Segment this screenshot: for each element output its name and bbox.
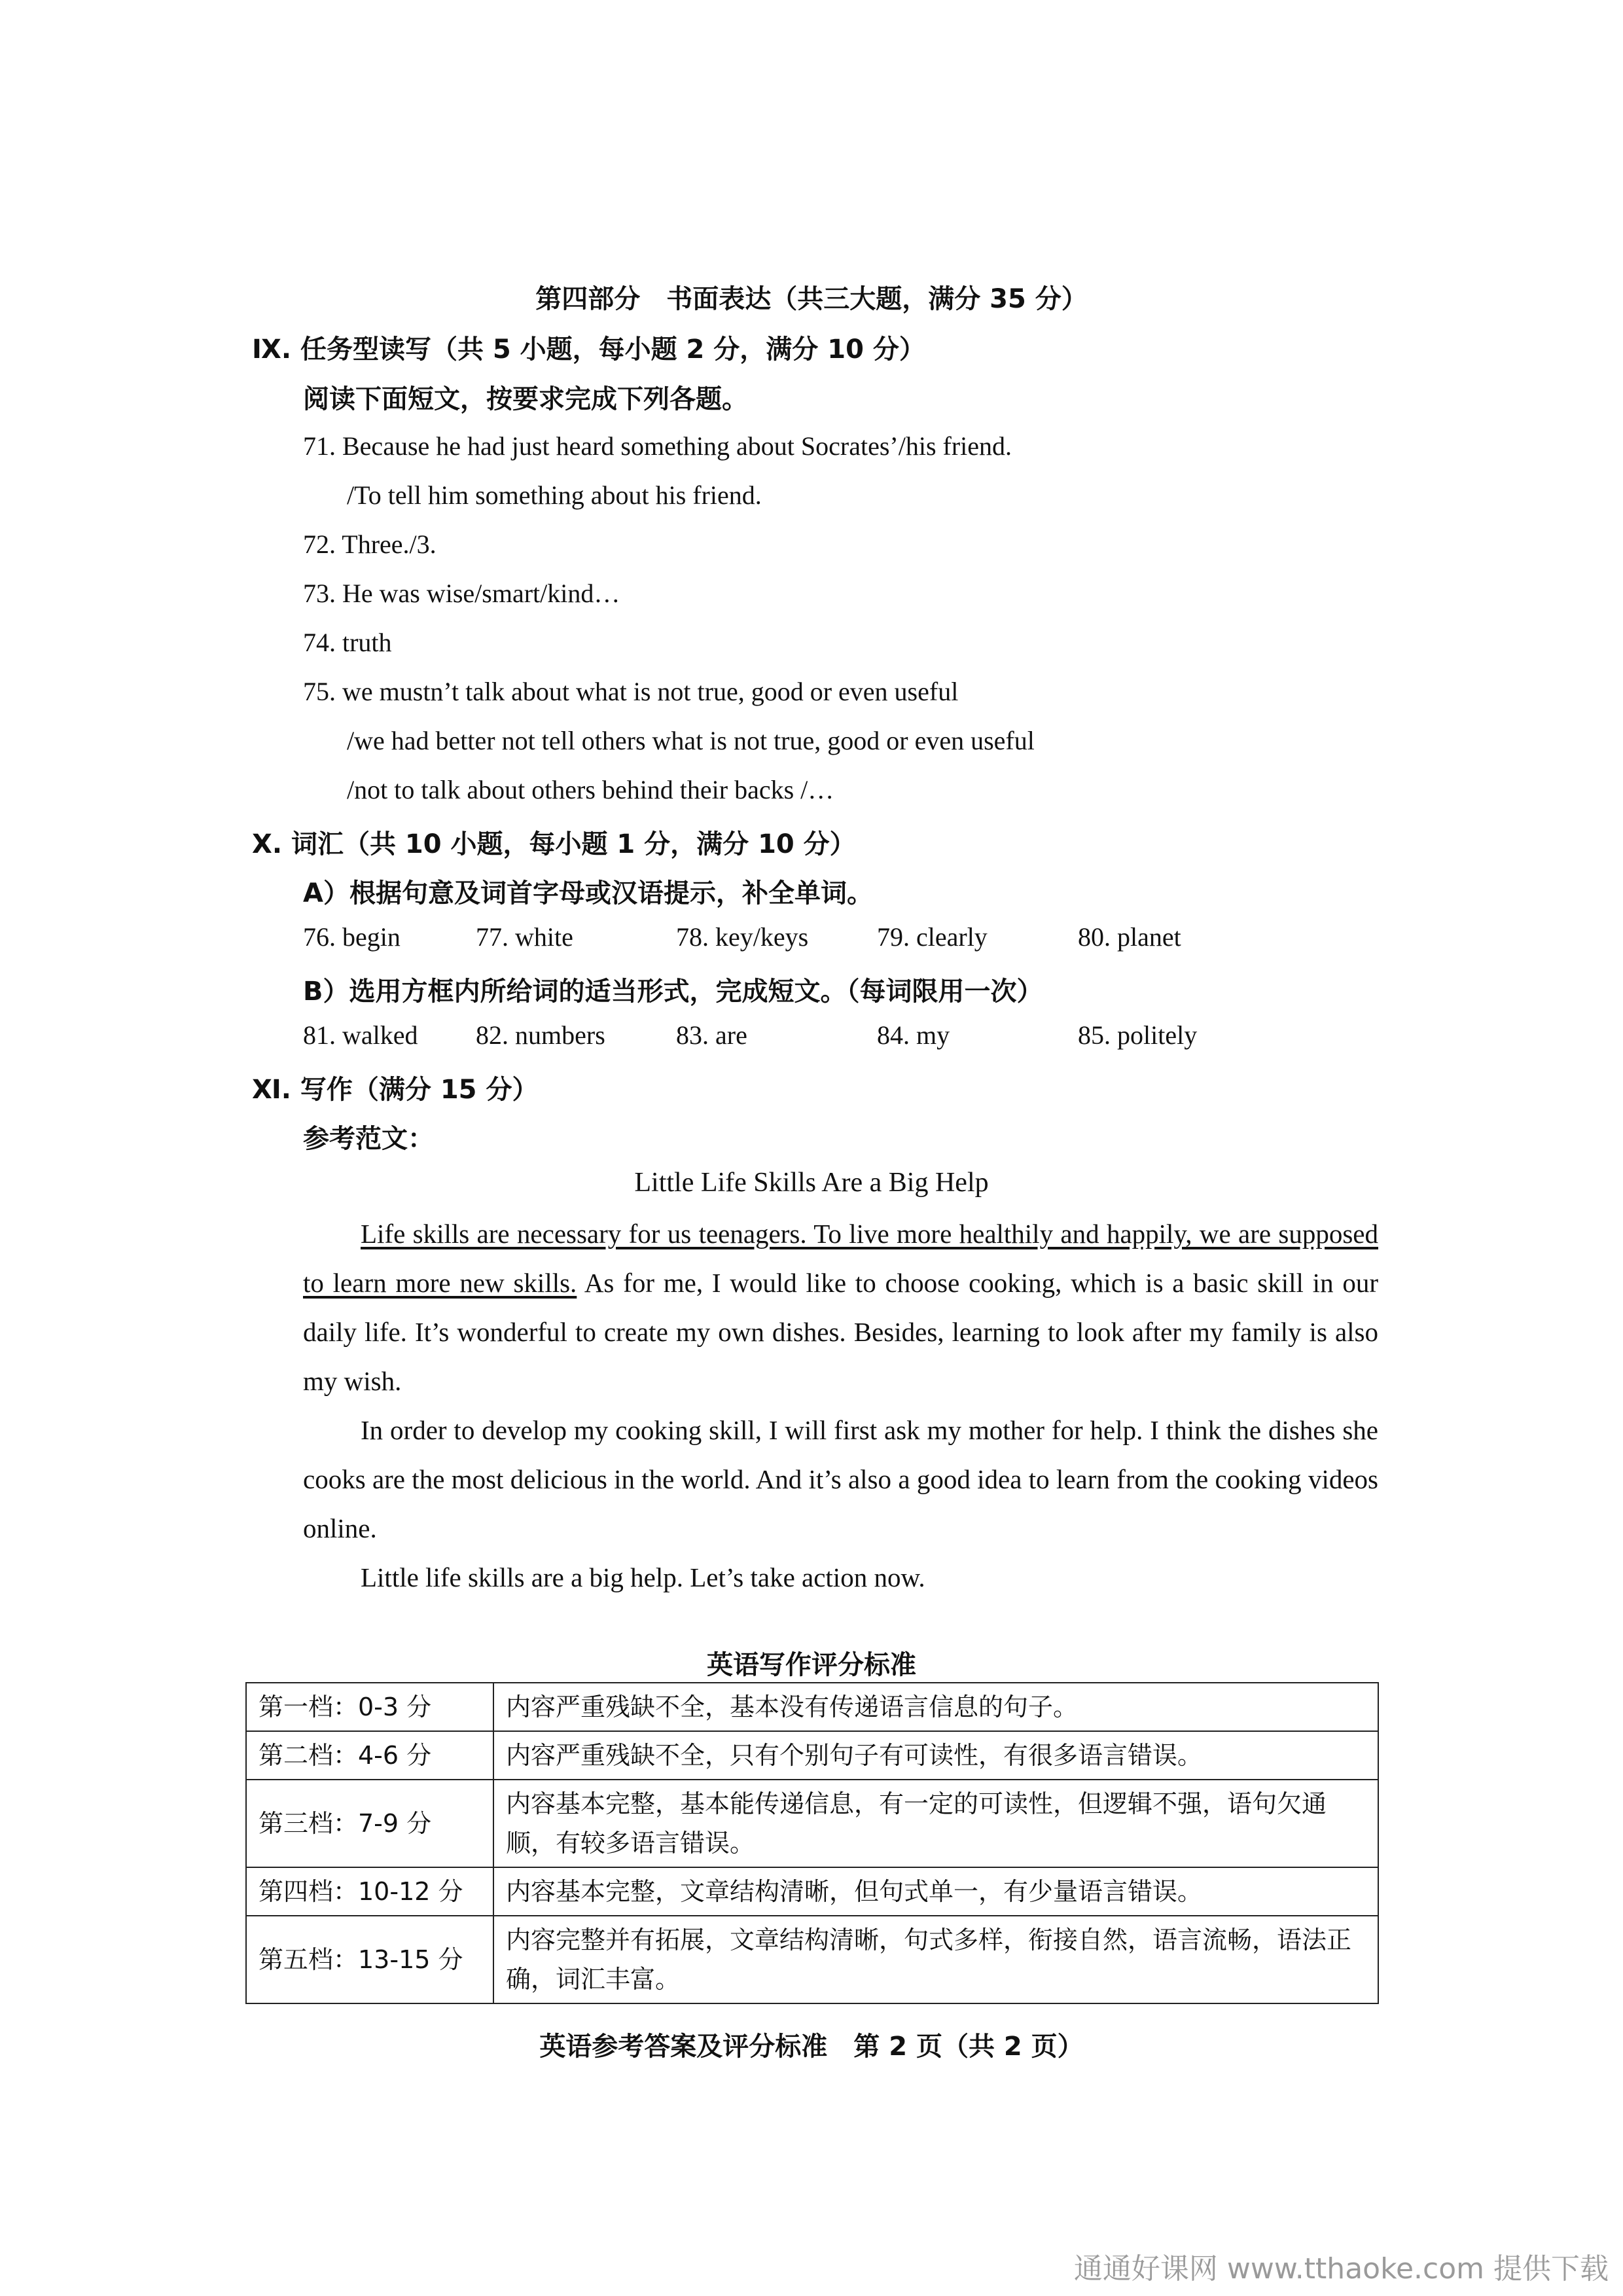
essay-topic-sentence: Life skills are necessary for us teenagers. To live more healthily and happily, we are supposed to learn more new skills. (303, 1219, 1378, 1298)
part9-instruction: 阅读下面短文，按要求完成下列各题。 (303, 384, 748, 414)
page-footer: 英语参考答案及评分标准 第 2 页（共 2 页） (539, 2032, 1084, 2062)
answer-85: 85. politely (1078, 1020, 1198, 1050)
answer-71: 71. Because he had just heard something about Socrates’/his friend. (303, 431, 1012, 461)
essay-paragraph-2 (303, 1406, 1378, 1553)
answer-82: 82. numbers (476, 1020, 605, 1050)
essay-paragraph-3 (303, 1553, 1378, 1602)
rubric-level: 第四档：10-12 分 (246, 1867, 493, 1916)
essay-title: Little Life Skills Are a Big Help (634, 1168, 989, 1198)
answer-83: 83. are (676, 1020, 747, 1050)
answer-73: 73. He was wise/smart/kind… (303, 579, 620, 608)
essay-paragraph-1 (303, 1210, 1378, 1406)
part10-heading: Ⅹ. 词汇（共 10 小题，每小题 1 分，满分 10 分） (252, 829, 856, 859)
part9-heading: Ⅸ. 任务型读写（共 5 小题，每小题 2 分，满分 10 分） (252, 334, 925, 365)
answer-84: 84. my (877, 1020, 950, 1050)
answer-75-alt1: /we had better not tell others what is not true, good or even useful (347, 726, 1035, 755)
answer-75: 75. we mustn’t talk about what is not true, good or even useful (303, 677, 959, 706)
rubric-row (246, 1683, 1378, 1731)
essay-paragraph-1-rest: As for me, I would like to choose cooking, which is a basic skill in our daily life. It’s wonderful to create my own dishes. Besides, learning to look after my family is also my wish. (303, 1268, 1378, 1396)
rubric-row (246, 1731, 1378, 1780)
rubric-row (246, 1867, 1378, 1916)
essay-paragraph-3-text: Little life skills are a big help. Let’s take action now. (361, 1562, 925, 1592)
rubric-title: 英语写作评分标准 (707, 1650, 916, 1680)
part11-heading: Ⅺ. 写作（满分 15 分） (252, 1075, 539, 1105)
answer-74: 74. truth (303, 628, 392, 657)
rubric-row (246, 1916, 1378, 2003)
answer-80: 80. planet (1078, 922, 1181, 952)
answer-76: 76. begin (303, 922, 401, 952)
part10-b-instruction: B）选用方框内所给词的适当形式，完成短文。（每词限用一次） (303, 977, 1043, 1007)
rubric-description: 内容严重残缺不全，只有个别句子有可读性，有很多语言错误。 (493, 1731, 1378, 1780)
watermark: 通通好课网 www.tthaoke.com 提供下载 (1073, 2252, 1609, 2286)
rubric-description: 内容基本完整，基本能传递信息，有一定的可读性，但逻辑不强，语句欠通顺，有较多语言错误。 (493, 1780, 1378, 1867)
rubric-row (246, 1780, 1378, 1867)
rubric-level: 第二档：4-6 分 (246, 1731, 493, 1780)
rubric-table (245, 1682, 1379, 2004)
rubric-description: 内容基本完整，文章结构清晰，但句式单一，有少量语言错误。 (493, 1867, 1378, 1916)
rubric-level: 第五档：13-15 分 (246, 1916, 493, 2003)
answer-75-alt2: /not to talk about others behind their backs /… (347, 775, 834, 804)
rubric-level: 第一档：0-3 分 (246, 1683, 493, 1731)
rubric-description: 内容完整并有拓展，文章结构清晰，句式多样，衔接自然，语言流畅，语法正确，词汇丰富。 (493, 1916, 1378, 2003)
answer-72: 72. Three./3. (303, 529, 437, 559)
answer-81: 81. walked (303, 1020, 418, 1050)
answer-77: 77. white (476, 922, 573, 952)
answer-78: 78. key/keys (676, 922, 809, 952)
sample-label: 参考范文： (303, 1124, 434, 1154)
rubric-level: 第三档：7-9 分 (246, 1780, 493, 1867)
section-title: 第四部分 书面表达（共三大题，满分 35 分） (535, 284, 1088, 314)
answer-79: 79. clearly (877, 922, 988, 952)
essay-paragraph-2-text: In order to develop my cooking skill, I will first ask my mother for help. I think the dishes she cooks are the most delicious in the world. And it’s also a good idea to learn from the cooking videos online. (303, 1415, 1378, 1543)
part10-a-instruction: A）根据句意及词首字母或汉语提示，补全单词。 (303, 878, 873, 908)
answer-71-alt: /To tell him something about his friend. (347, 480, 762, 510)
rubric-description: 内容严重残缺不全，基本没有传递语言信息的句子。 (493, 1683, 1378, 1731)
